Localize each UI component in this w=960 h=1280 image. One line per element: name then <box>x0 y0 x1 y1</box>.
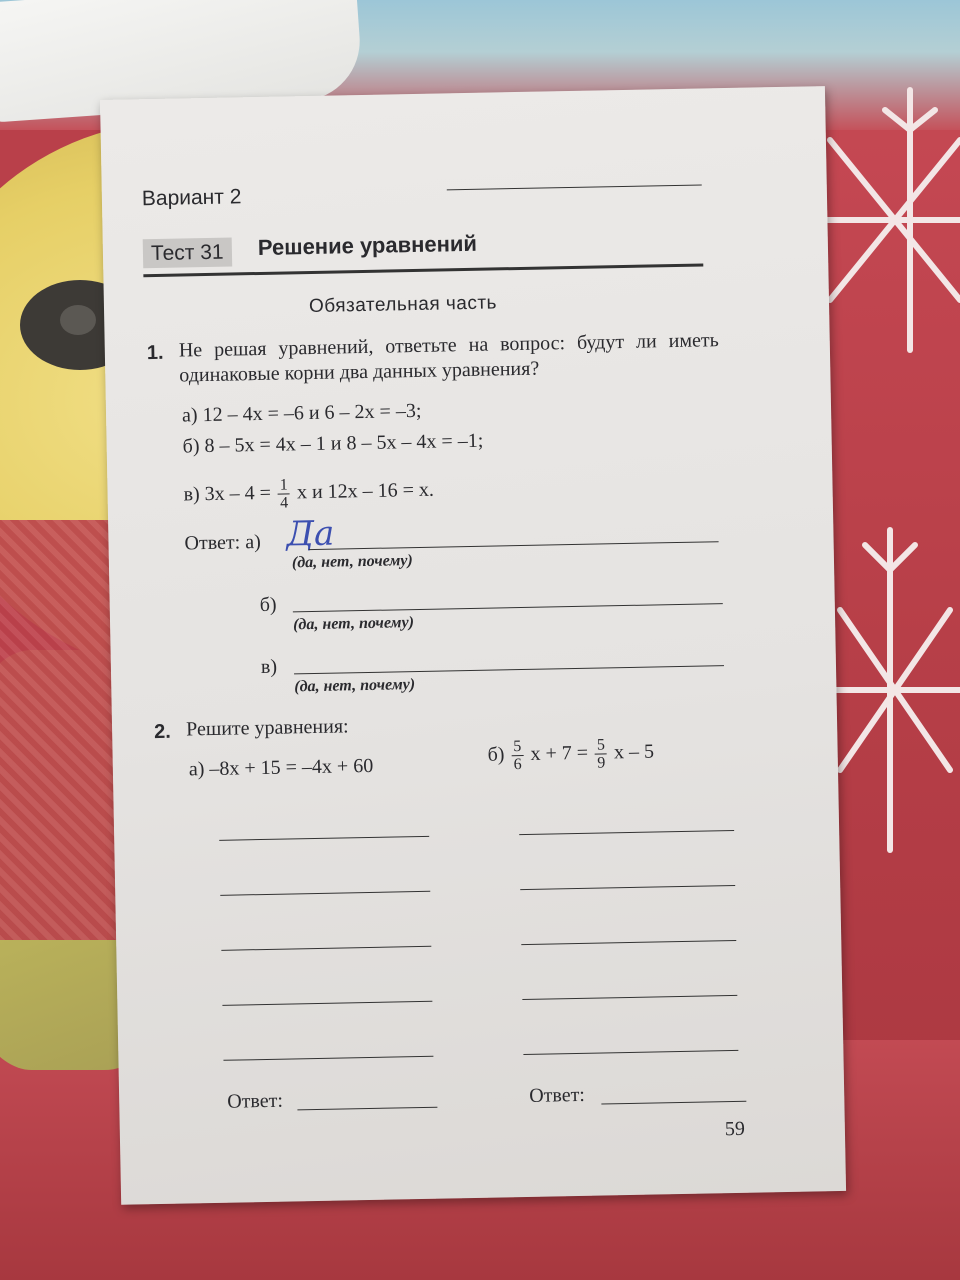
answer-v-field[interactable] <box>294 665 724 674</box>
fraction <box>595 736 608 771</box>
fraction-numerator: 1 <box>278 476 290 494</box>
snowflake-icon <box>820 520 960 860</box>
answer-b-field[interactable] <box>293 603 723 612</box>
variant-label: Вариант 2 <box>141 185 242 211</box>
work-line-left[interactable] <box>222 1001 432 1006</box>
name-line <box>447 184 702 190</box>
answer-v-letter: в) <box>260 655 278 679</box>
question-2-text: Решите уравнения: <box>185 715 349 741</box>
work-line-left[interactable] <box>221 946 431 951</box>
work-line-left[interactable] <box>220 891 430 896</box>
question-1-item-a: а) 12 – 4x = –6 и 6 – 2x = –3; <box>181 399 422 427</box>
fraction <box>278 476 291 511</box>
question-2-number: 2. <box>153 720 172 744</box>
answer-left-field[interactable] <box>297 1107 437 1111</box>
work-line-right[interactable] <box>523 1050 738 1055</box>
equation-b-suffix: x – 5 <box>613 740 655 764</box>
equation-a: а) –8x + 15 = –4x + 60 <box>188 754 374 781</box>
answer-v-hint: (да, нет, почему) <box>294 676 416 696</box>
fraction-denominator: 6 <box>513 756 522 774</box>
equation-b <box>487 735 654 773</box>
fraction-denominator: 9 <box>597 754 606 772</box>
answer-label: Ответ: <box>184 531 241 555</box>
item-v-prefix: в) 3x – 4 = <box>183 481 272 506</box>
answer-a-letter: а) <box>244 530 261 554</box>
test-title: Решение уравнений <box>257 230 478 260</box>
equation-b-prefix: б) <box>487 743 505 766</box>
fraction-denominator: 4 <box>279 494 289 512</box>
tablecloth-dark-dot <box>60 305 96 335</box>
answer-b-letter: б) <box>259 593 277 617</box>
work-line-left[interactable] <box>223 1056 433 1061</box>
fraction <box>511 738 524 773</box>
test-number: Тест 31 <box>143 238 232 269</box>
item-v-suffix: x и 12x – 16 = x. <box>296 478 435 504</box>
answer-right-field[interactable] <box>601 1101 746 1105</box>
answer-a-row <box>184 531 261 555</box>
answer-left-label: Ответ: <box>227 1089 284 1113</box>
work-line-right[interactable] <box>521 940 736 945</box>
section-title: Обязательная часть <box>308 292 498 318</box>
answer-a-hint: (да, нет, почему) <box>291 552 413 572</box>
handwritten-answer-a: Да <box>285 513 335 555</box>
answer-b-hint: (да, нет, почему) <box>292 614 415 634</box>
question-1-item-v <box>183 474 434 514</box>
question-1-text: Не решая уравнений, ответьте на вопрос: будут ли иметь одинаковые корни два данных уравнения? <box>178 329 719 387</box>
question-1-number: 1. <box>146 341 164 365</box>
fraction-numerator: 5 <box>511 738 523 756</box>
work-line-right[interactable] <box>520 885 735 890</box>
work-line-left[interactable] <box>219 836 429 841</box>
work-line-right[interactable] <box>522 995 737 1000</box>
fraction-numerator: 5 <box>595 736 607 754</box>
answer-a-field[interactable] <box>309 541 719 550</box>
worksheet-page <box>100 86 846 1205</box>
answer-right-label: Ответ: <box>528 1083 586 1107</box>
page-number: 59 <box>724 1117 746 1141</box>
question-1-item-b: б) 8 – 5x = 4x – 1 и 8 – 5x – 4x = –1; <box>182 429 484 458</box>
work-line-right[interactable] <box>519 830 734 835</box>
equation-b-middle: x + 7 = <box>530 741 589 765</box>
